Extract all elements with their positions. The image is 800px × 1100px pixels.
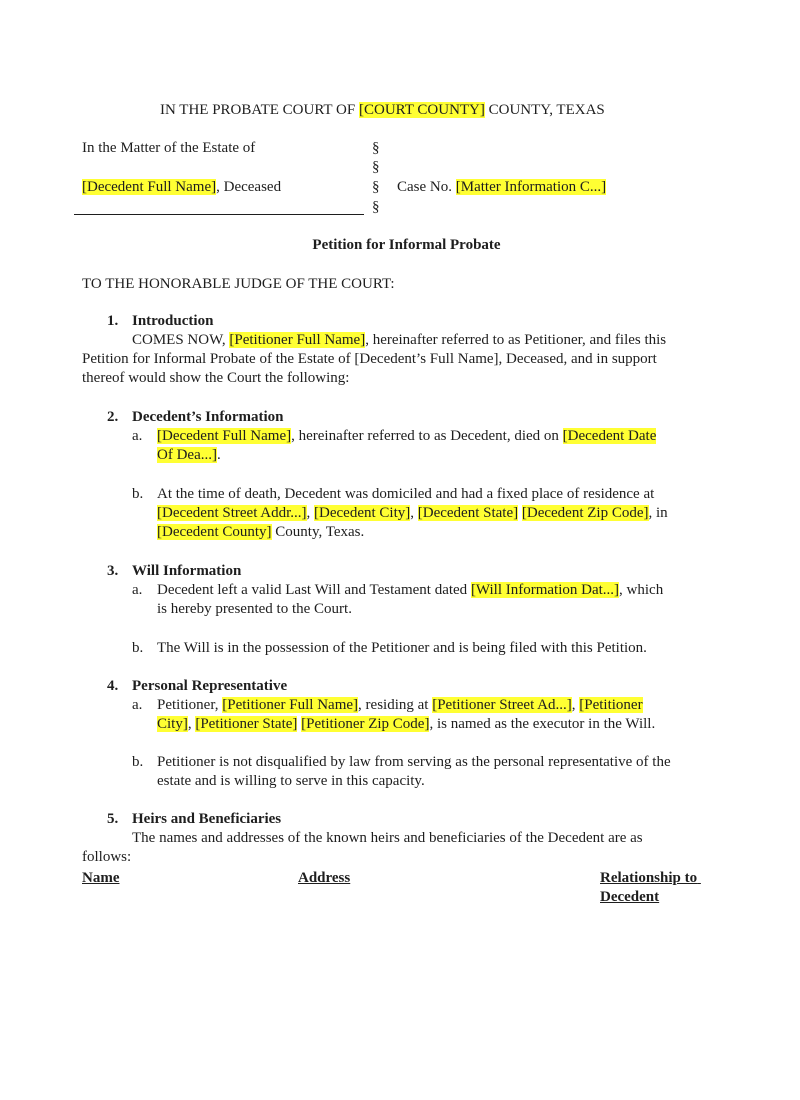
section-2-heading: Decedent’s Information xyxy=(132,409,284,425)
decedent-street-field[interactable]: [Decedent Street Addr...] xyxy=(157,505,307,521)
section-5-line-2: follows: xyxy=(82,849,132,865)
section-3-heading: Will Information xyxy=(132,563,242,579)
item-2a-line-1: [Decedent Full Name], hereinafter referred to as Decedent, died on [Decedent Date xyxy=(157,428,657,444)
case-number-line: Case No. [Matter Information C...] xyxy=(397,179,607,195)
section-4-number: 4. xyxy=(107,678,119,694)
section-symbol: § xyxy=(372,199,380,215)
section-4-heading: Personal Representative xyxy=(132,678,288,694)
petitioner-zip-field[interactable]: [Petitioner Zip Code] xyxy=(301,716,430,732)
court-heading: IN THE PROBATE COURT OF [COURT COUNTY] COUNTY, TEXAS xyxy=(160,102,605,118)
item-2b-line-1: At the time of death, Decedent was domiciled and had a fixed place of residence at xyxy=(157,486,655,502)
petitioner-city-field[interactable]: [Petitioner xyxy=(579,697,643,713)
item-4b-label: b. xyxy=(132,754,144,770)
item-2b-line-2: [Decedent Street Addr...], [Decedent City], [Decedent State] [Decedent Zip Code], in xyxy=(157,505,668,521)
decedent-state-field[interactable]: [Decedent State] xyxy=(417,505,519,521)
column-header-relationship: Relationship to xyxy=(600,870,698,886)
petitioner-street-field[interactable]: [Petitioner Street Ad...] xyxy=(432,697,572,713)
decedent-date-of-death-field[interactable]: [Decedent Date xyxy=(562,428,657,444)
decedent-city-field[interactable]: [Decedent City] xyxy=(314,505,411,521)
document-title: Petition for Informal Probate xyxy=(312,237,501,253)
column-header-name: Name xyxy=(82,870,120,886)
petitioner-state-field[interactable]: [Petitioner State] xyxy=(195,716,298,732)
decedent-name-field[interactable]: [Decedent Full Name] xyxy=(82,179,217,195)
decedent-line: [Decedent Full Name], Deceased xyxy=(82,179,282,195)
decedent-county-field[interactable]: [Decedent County] xyxy=(157,524,272,540)
item-4a-line-1: Petitioner, [Petitioner Full Name], residing at [Petitioner Street Ad...], [Petitioner xyxy=(157,697,643,713)
section-symbol: § xyxy=(372,159,380,175)
section-5-number: 5. xyxy=(107,811,119,827)
case-number-field[interactable]: [Matter Information C...] xyxy=(455,179,607,195)
section-5-line-1: The names and addresses of the known heirs and beneficiaries of the Decedent are as xyxy=(132,830,643,846)
item-4b-line-1: Petitioner is not disqualified by law from serving as the personal representative of the xyxy=(157,754,671,770)
section-symbol: § xyxy=(372,179,380,195)
matter-line: In the Matter of the Estate of xyxy=(82,140,256,156)
section-1-number: 1. xyxy=(107,313,119,329)
section-3-number: 3. xyxy=(107,563,119,579)
item-2b-line-3: [Decedent County] County, Texas. xyxy=(157,524,365,540)
section-2-number: 2. xyxy=(107,409,119,425)
section-1-line-3: thereof would show the Court the following: xyxy=(82,370,350,386)
petitioner-name-field[interactable]: [Petitioner Full Name] xyxy=(229,332,366,348)
item-3a-line-1: Decedent left a valid Last Will and Testament dated [Will Information Dat...], which xyxy=(157,582,664,598)
item-3b-label: b. xyxy=(132,640,144,656)
column-header-address: Address xyxy=(298,870,351,886)
column-header-relationship-line-2: Decedent xyxy=(600,889,660,905)
item-4b-line-2: estate and is willing to serve in this capacity. xyxy=(157,773,425,789)
item-4a-line-2: City], [Petitioner State] [Petitioner Zip Code], is named as the executor in the Will. xyxy=(157,716,656,732)
section-symbol: § xyxy=(372,140,380,156)
section-1-line-1: COMES NOW, [Petitioner Full Name], hereinafter referred to as Petitioner, and files this xyxy=(132,332,667,348)
decedent-zip-field[interactable]: [Decedent Zip Code] xyxy=(521,505,649,521)
salutation: TO THE HONORABLE JUDGE OF THE COURT: xyxy=(82,276,395,292)
item-4a-label: a. xyxy=(132,697,143,713)
will-date-field[interactable]: [Will Information Dat...] xyxy=(470,582,620,598)
petitioner-city-field[interactable]: City] xyxy=(157,716,188,732)
item-3a-label: a. xyxy=(132,582,143,598)
decedent-date-of-death-field[interactable]: Of Dea...] xyxy=(157,447,217,463)
item-2a-line-2: Of Dea...]. xyxy=(157,447,221,463)
court-county-field[interactable]: [COURT COUNTY] xyxy=(358,102,485,118)
decedent-name-field[interactable]: [Decedent Full Name] xyxy=(157,428,292,444)
section-1-heading: Introduction xyxy=(132,313,214,329)
section-5-heading: Heirs and Beneficiaries xyxy=(132,811,282,827)
item-3a-line-2: is hereby presented to the Court. xyxy=(157,601,352,617)
section-1-line-2: Petition for Informal Probate of the Estate of [Decedent’s Full Name], Deceased, and in support xyxy=(82,351,657,367)
item-2a-label: a. xyxy=(132,428,143,444)
item-3b-line-1: The Will is in the possession of the Petitioner and is being filed with this Petition. xyxy=(157,640,647,656)
petitioner-name-field[interactable]: [Petitioner Full Name] xyxy=(222,697,359,713)
signature-line xyxy=(74,214,364,215)
item-2b-label: b. xyxy=(132,486,144,502)
